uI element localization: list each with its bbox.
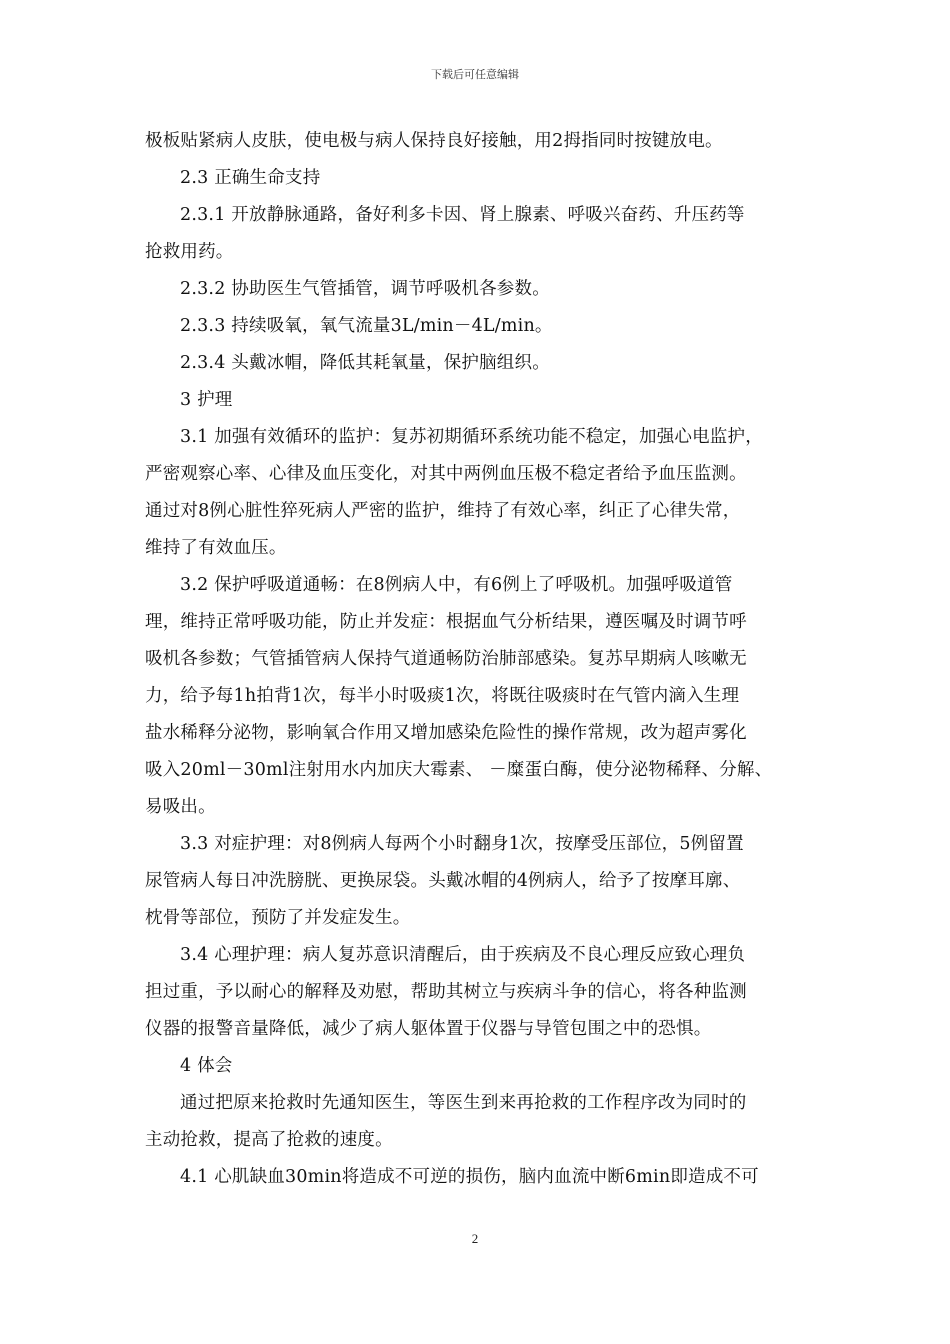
text-line: 3.4 心理护理：病人复苏意识清醒后，由于疾病及不良心理反应致心理负 (180, 945, 746, 965)
text-line: 吸机各参数；气管插管病人保持气道通畅防治肺部感染。复苏早期病人咳嗽无 (145, 649, 747, 669)
document-body (145, 123, 810, 1196)
text-line: 4 体会 (180, 1056, 233, 1076)
text-line: 易吸出。 (145, 797, 216, 817)
page-header: 下载后可任意编辑 (431, 68, 519, 81)
text-line: 通过对8例心脏性猝死病人严密的监护，维持了有效心率，纠正了心律失常， (145, 501, 741, 521)
text-line: 严密观察心率、心律及血压变化，对其中两例血压极不稳定者给予血压监测。 (145, 464, 747, 484)
text-line: 3.2 保护呼吸道通畅：在8例病人中，有6例上了呼吸机。加强呼吸道管 (180, 575, 733, 595)
text-line: 枕骨等部位，预防了并发症发生。 (145, 908, 411, 928)
text-line: 维持了有效血压。 (145, 538, 287, 558)
text-line: 2.3 正确生命支持 (180, 168, 321, 188)
text-line: 2.3.2 协助医生气管插管，调节呼吸机各参数。 (180, 279, 550, 299)
text-line: 3 护理 (180, 390, 233, 410)
text-line: 盐水稀释分泌物，影响氧合作用又增加感染危险性的操作常规，改为超声雾化 (145, 723, 747, 743)
text-line: 3.3 对症护理：对8例病人每两个小时翻身1次，按摩受压部位，5例留置 (180, 834, 744, 854)
text-line: 抢救用药。 (145, 242, 234, 262)
text-line: 4.1 心肌缺血30min将造成不可逆的损伤，脑内血流中断6min即造成不可 (180, 1167, 759, 1187)
text-line: 理，维持正常呼吸功能，防止并发症：根据血气分析结果，遵医嘱及时调节呼 (145, 612, 747, 632)
page-number: 2 (471, 1231, 479, 1246)
text-line: 主动抢救，提高了抢救的速度。 (145, 1130, 393, 1150)
text-line: 极板贴紧病人皮肤，使电极与病人保持良好接触，用2拇指同时按键放电。 (145, 131, 723, 151)
text-line: 2.3.4 头戴冰帽，降低其耗氧量，保护脑组织。 (180, 353, 550, 373)
text-line: 担过重，予以耐心的解释及劝慰，帮助其树立与疾病斗争的信心，将各种监测 (145, 982, 747, 1002)
text-line: 3.1 加强有效循环的监护：复苏初期循环系统功能不稳定，加强心电监护， (180, 427, 763, 447)
text-line: 2.3.1 开放静脉通路，备好利多卡因、肾上腺素、呼吸兴奋药、升压药等 (180, 205, 745, 225)
text-line: 吸入20ml－30ml注射用水内加庆大霉素、 －糜蛋白酶，使分泌物稀释、分解、 (145, 760, 773, 780)
text-line: 仪器的报警音量降低，减少了病人躯体置于仪器与导管包围之中的恐惧。 (145, 1019, 712, 1039)
text-line: 通过把原来抢救时先通知医生，等医生到来再抢救的工作程序改为同时的 (180, 1093, 747, 1113)
text-line: 2.3.3 持续吸氧，氧气流量3L/min－4L/min。 (180, 316, 553, 336)
text-line: 尿管病人每日冲洗膀胱、更换尿袋。头戴冰帽的4例病人，给予了按摩耳廓、 (145, 871, 741, 891)
text-line: 力，给予每1h拍背1次，每半小时吸痰1次，将既往吸痰时在气管内滴入生理 (145, 686, 740, 706)
